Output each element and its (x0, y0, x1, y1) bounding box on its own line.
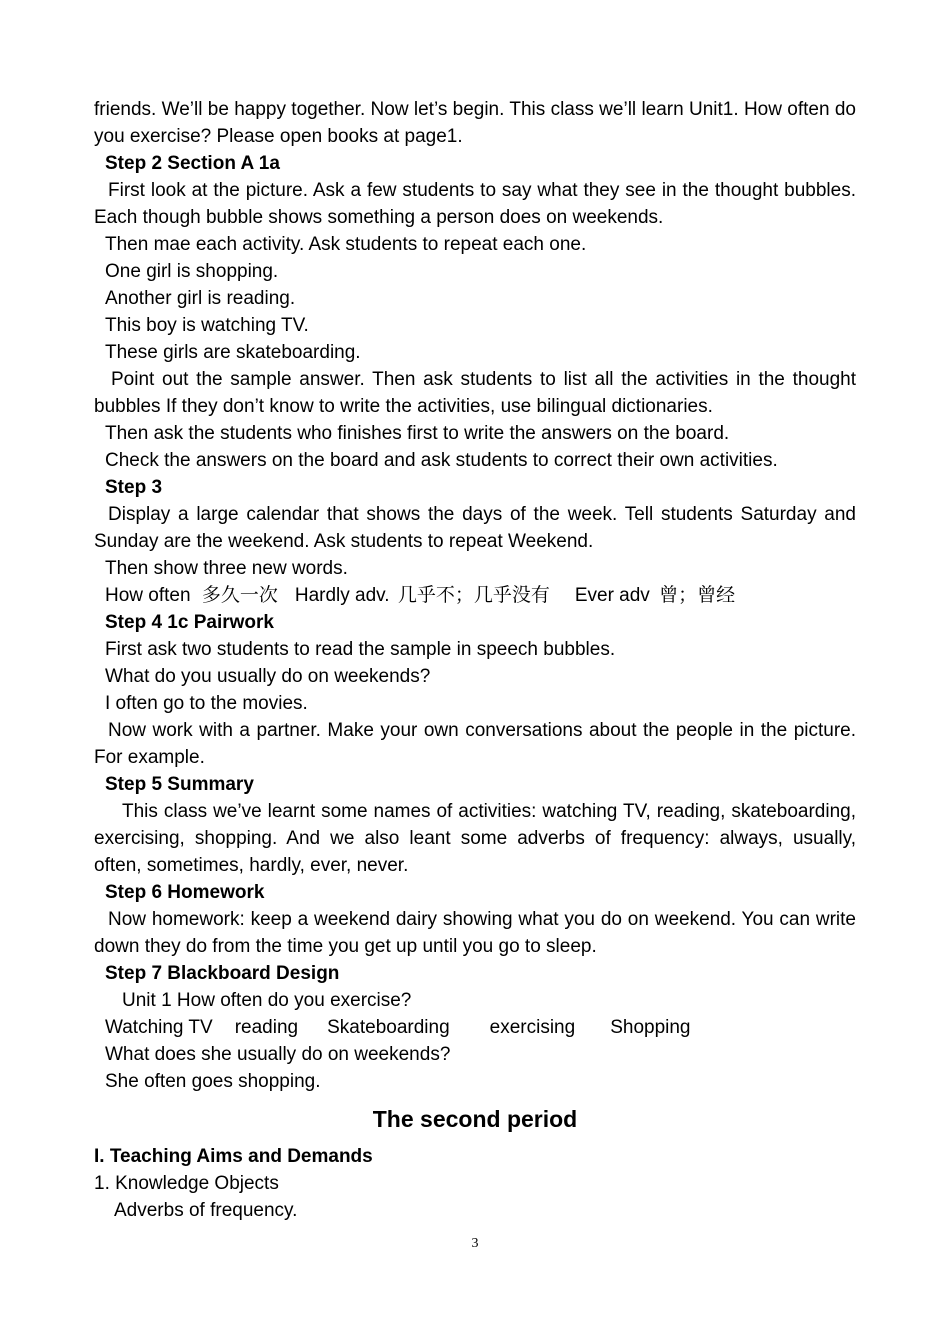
step2-heading: Step 2 Section A 1a (105, 153, 280, 174)
knowledge-objects-item: Adverbs of frequency. (114, 1200, 298, 1221)
teaching-aims-heading: I. Teaching Aims and Demands (94, 1146, 373, 1167)
example-answer: I often go to the movies. (105, 693, 308, 714)
example-sentence: One girl is shopping. (105, 261, 279, 282)
step3-heading: Step 3 (105, 477, 163, 498)
example-sentence: Another girl is reading. (105, 288, 296, 309)
paragraph-step2-sample: Point out the sample answer. Then ask students to list all the activities in the thought bubbles If they don’t know to write the activities, use bilingual dictionaries. (94, 369, 856, 417)
step4-heading: Step 4 1c Pairwork (105, 612, 274, 633)
example-sentence: These girls are skateboarding. (105, 342, 361, 363)
page-number: 3 (471, 1236, 479, 1251)
word-ever-cn: 曾；曾经 (659, 584, 736, 606)
paragraph-step2-check: Check the answers on the board and ask students to correct their own activities. (105, 450, 778, 471)
paragraph-step2-look: First look at the picture. Ask a few students to say what they see in the thought bubbles. Each though bubble shows something a person does on weekends. (94, 180, 856, 228)
blackboard-word: reading (234, 1017, 299, 1038)
step5-heading: Step 5 Summary (105, 774, 254, 795)
paragraph-step4-sample: First ask two students to read the sample in speech bubbles. (105, 639, 616, 660)
blackboard-answer: She often goes shopping. (105, 1071, 321, 1092)
knowledge-objects-heading: 1. Knowledge Objects (94, 1173, 279, 1194)
example-sentence: This boy is watching TV. (105, 315, 309, 336)
word-how-often: How often (105, 585, 196, 606)
paragraph-step4-partner: Now work with a partner. Make your own conversations about the people in the picture. For example. (94, 720, 856, 768)
blackboard-word: Skateboarding (327, 1017, 450, 1038)
step6-heading: Step 6 Homework (105, 882, 265, 903)
word-hardly-cn: 几乎不；几乎没有 (397, 584, 550, 606)
new-words-line (94, 582, 856, 609)
paragraph-step6-homework: Now homework: keep a weekend dairy showing what you do on weekend. You can write down they do from the time you get up until you go to sleep. (94, 909, 856, 957)
paragraph-step3-calendar: Display a large calendar that shows the days of the week. Tell students Saturday and Sunday are the weekend. Ask students to repeat Weekend. (94, 504, 856, 552)
paragraph-step5-summary: This class we’ve learnt some names of activities: watching TV, reading, skateboarding, exercising, shopping. And we also leant some adverbs of frequency: always, usually, often, sometimes, hardly, ever, never. (94, 801, 856, 876)
blackboard-question: What does she usually do on weekends? (105, 1044, 451, 1065)
blackboard-words-row (94, 1014, 856, 1041)
paragraph-intro: friends. We’ll be happy together. Now let’s begin. This class we’ll learn Unit1. How often do you exercise? Please open books at page1. (94, 99, 856, 147)
blackboard-word: Shopping (610, 1017, 691, 1038)
blackboard-word: exercising (489, 1017, 576, 1038)
example-question: What do you usually do on weekends? (105, 666, 431, 687)
document-body (94, 96, 856, 1224)
word-how-often-cn: 多久一次 (201, 584, 278, 606)
word-hardly: Hardly adv. (294, 585, 395, 606)
blackboard-title: Unit 1 How often do you exercise? (122, 990, 412, 1011)
paragraph-step3-words: Then show three new words. (105, 558, 348, 579)
section-title: The second period (372, 1106, 578, 1132)
step7-heading: Step 7 Blackboard Design (105, 963, 340, 984)
word-ever: Ever adv (574, 585, 656, 606)
paragraph-step2-board: Then ask the students who finishes first to write the answers on the board. (105, 423, 730, 444)
blackboard-word: Watching TV (105, 1017, 213, 1038)
paragraph-step2-repeat: Then mae each activity. Ask students to repeat each one. (105, 234, 587, 255)
